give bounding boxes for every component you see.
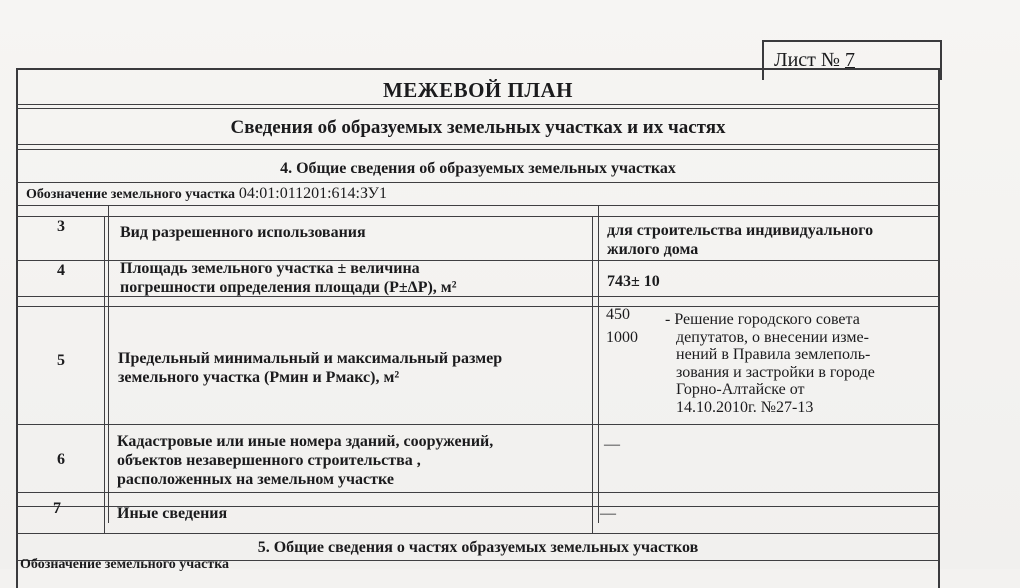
rule [16, 144, 940, 145]
note-line: - Решение городского совета [665, 311, 860, 328]
row-value-empty: — [604, 436, 620, 453]
section-4-title: 4. Общие сведения об образуемых земельных участках [280, 160, 676, 177]
section-5-designation-label: Обозначение земельного участка [20, 557, 230, 572]
legal-basis-note [665, 311, 875, 417]
note-line: депутатов, о внесении изме- [676, 328, 869, 346]
rule [16, 182, 940, 183]
parcel-designation [26, 185, 387, 203]
row-label-line: земельного участка (Рмин и Рмакс), м² [118, 369, 400, 386]
max-size-value: 1000 [606, 329, 638, 346]
row-label-line: Кадастровые или иные номера зданий, сооружений, [117, 433, 494, 450]
row-label [118, 349, 502, 387]
row-number: 6 [57, 451, 65, 468]
rule [16, 104, 940, 105]
row-value-empty: — [600, 505, 616, 522]
row-value-line: жилого дома [607, 241, 699, 258]
rule [16, 205, 940, 206]
row-number: 7 [53, 500, 61, 517]
row-number: 3 [57, 218, 65, 235]
designation-value: 04:01:011201:614:ЗУ1 [238, 185, 387, 202]
row-value-line: для строительства индивидуального [607, 222, 874, 239]
row-label-line: Предельный минимальный и максимальный размер [118, 350, 503, 367]
column-rule [598, 205, 599, 523]
rule [16, 492, 940, 493]
note-line: нений в Правила землеполь- [676, 346, 871, 364]
column-rule [108, 205, 109, 523]
row-label-line: Иные сведения [117, 505, 228, 522]
rule [16, 108, 940, 109]
rule [16, 533, 940, 534]
section-5-title: 5. Общие сведения о частях образуемых земельных участков [257, 539, 699, 556]
sheet-label: Лист № [774, 49, 840, 71]
row-label-line: погрешности определения площади (Р±ΔР), м² [120, 279, 457, 296]
row-label-line: расположенных на земельном участке [117, 471, 394, 488]
row-label-line: объектов незавершенного строительства , [117, 452, 421, 469]
row-value [607, 221, 873, 259]
row-number: 5 [57, 352, 65, 369]
row-label [117, 432, 493, 489]
rule [16, 216, 940, 217]
min-size-value: 450 [606, 306, 630, 323]
row-number: 4 [57, 262, 65, 279]
row-value [607, 272, 660, 291]
rule [16, 424, 940, 425]
note-line: Горно-Алтайске от [676, 381, 805, 399]
document-title: МЕЖЕВОЙ ПЛАН [382, 78, 573, 102]
row-label [120, 223, 366, 242]
note-line: 14.10.2010г. №27-13 [676, 398, 814, 416]
column-rule [592, 216, 593, 533]
row-value-line: 743± 10 [607, 273, 660, 290]
document-subtitle: Сведения об образуемых земельных участках и их частях [230, 117, 726, 138]
row-label-line: Площадь земельного участка ± величина [120, 260, 420, 277]
rule [16, 149, 940, 150]
column-rule [104, 216, 105, 533]
rule [16, 306, 940, 307]
row-label [117, 504, 227, 523]
designation-label: Обозначение земельного участка [26, 187, 236, 202]
row-label [120, 259, 457, 297]
note-line: зования и застройки в городе [676, 363, 875, 381]
sheet-number: 7 [844, 49, 855, 71]
row-label-line: Вид разрешенного использования [120, 224, 366, 241]
